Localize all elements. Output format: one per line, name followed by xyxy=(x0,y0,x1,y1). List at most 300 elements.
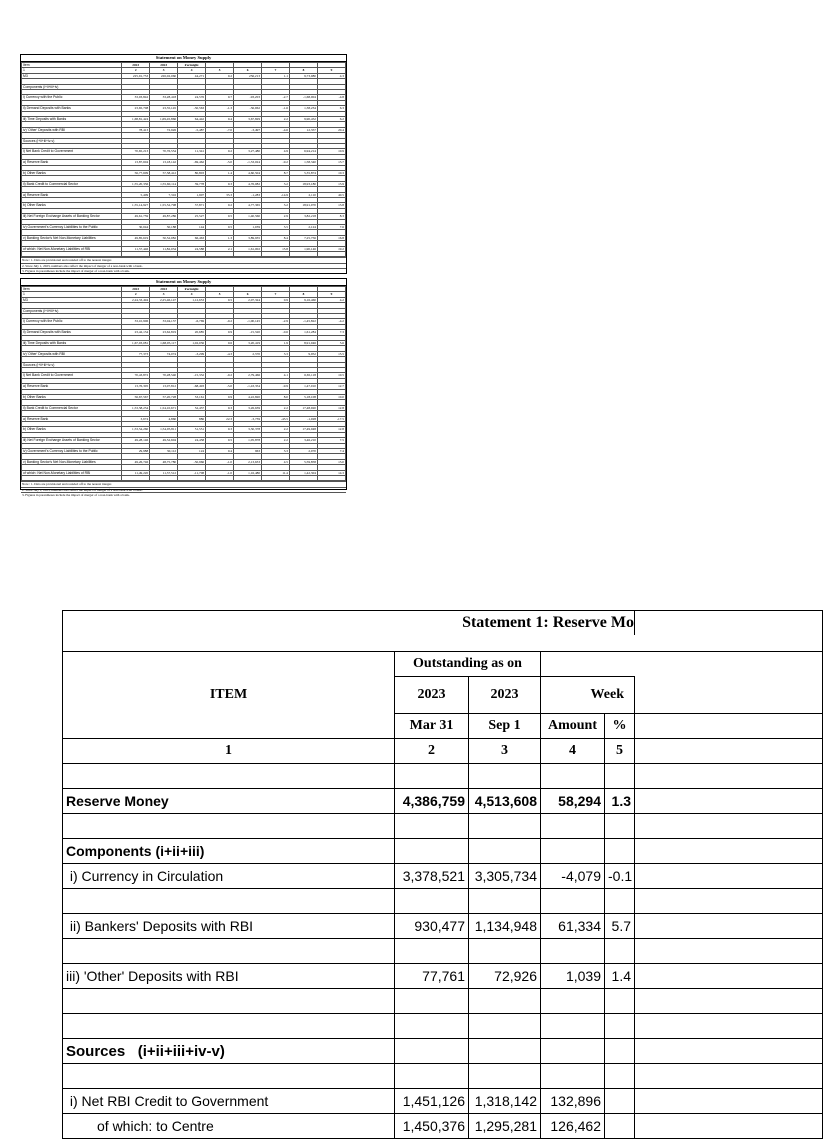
thumbnail-cell: 14.3 xyxy=(317,470,345,475)
thumbnail-row-label: 1 xyxy=(22,68,122,73)
thumbnail-row-label: Sources (i+ii+iii+iv-v) xyxy=(22,362,122,367)
thumbnail-cell: -6,769 xyxy=(178,319,206,324)
thumbnail-row-label: a) Reserve Bank xyxy=(22,416,122,421)
thumbnail-cell: 2.9 xyxy=(262,214,290,219)
thumbnail-cell: 3,89,935 xyxy=(234,235,262,240)
thumbnail-cell: 0.9 xyxy=(262,297,290,302)
thumbnail-cell: -15,332 xyxy=(178,373,206,378)
thumbnail-cell: 2,79,466 xyxy=(234,373,262,378)
thumbnail-cell: -1.3 xyxy=(206,106,234,111)
thumbnail-cell: -1,45,822 xyxy=(290,319,318,324)
thumbnail-cell: -68,493 xyxy=(178,384,206,389)
thumbnail-cell: 1,54,05,811 xyxy=(150,427,178,432)
thumbnail-cell: 0.5 xyxy=(206,224,234,229)
row-other-deposits: iii) 'Other' Deposits with RBI 77,761 72,926 1,039 1.4 xyxy=(63,964,823,989)
thumbnail-cell: 7.6 xyxy=(317,224,345,229)
thumbnail-cell: 3,30,378 xyxy=(234,427,262,432)
thumbnail-cell: 5,35,874 xyxy=(290,170,318,175)
thumbnail-cell: 50,52,082 xyxy=(150,235,178,240)
thumbnail-row-label: M3 xyxy=(22,297,122,302)
thumbnail-cell: 5 xyxy=(206,292,234,297)
header-amount: Amount xyxy=(541,714,605,739)
thumbnail-cell: 3,82,218 xyxy=(290,214,318,219)
thumbnail-row-label: of which: Net Non-Monetary Liabilities of RBI xyxy=(22,246,122,251)
thumbnail-row-label: iii) Time Deposits with Banks xyxy=(22,341,122,346)
thumbnail-cell: 35.3 xyxy=(206,192,234,197)
thumbnail-cell: 4,22,820 xyxy=(234,394,262,399)
thumbnail-row-label: ii) Bank Credit to Commercial Sector xyxy=(22,405,122,410)
thumbnail-grid xyxy=(21,286,346,481)
thumbnail-cell: -11,708 xyxy=(178,470,206,475)
thumbnail-cell: 49,61,759 xyxy=(122,214,150,219)
thumbnail-cell: 0.9 xyxy=(206,330,234,335)
thumbnail-cell: 2,110 xyxy=(290,192,318,197)
thumbnail-cell: 9 xyxy=(317,68,345,73)
thumbnail-cell: 963 xyxy=(234,448,262,453)
thumbnail-cell: 6,65,118 xyxy=(290,373,318,378)
thumbnail-cell: 1,55,14,927 xyxy=(122,203,150,208)
thumbnail-cell: -1.6 xyxy=(262,106,290,111)
thumbnail-cell: 30,188 xyxy=(150,224,178,229)
thumbnail-row-label: Components (i+ii+iii+iv) xyxy=(22,84,122,89)
col-num-5: 5 xyxy=(605,739,635,764)
thumbnail-cell: 2.2 xyxy=(262,438,290,443)
thumbnail-cell: -7.0 xyxy=(206,127,234,132)
thumbnail-cell: -30,563 xyxy=(178,106,206,111)
thumbnail-notes xyxy=(21,257,346,273)
thumbnail-cell: 17,48,920 xyxy=(290,405,318,410)
thumbnail-cell: 5,59,858 xyxy=(290,459,318,464)
thumbnail-cell: -1,43,354 xyxy=(234,384,262,389)
thumbnail-row-label: iv) 'Other' Deposits with RBI xyxy=(22,127,122,132)
thumbnail-cell: 144 xyxy=(178,224,206,229)
row-net-rbi-credit: i) Net RBI Credit to Government 1,451,126 1,318,142 132,896 xyxy=(63,1089,823,1114)
thumbnail-cell: 7.4 xyxy=(317,448,345,453)
thumbnail-cell: 4,77,365 xyxy=(234,203,262,208)
thumbnail-cell: 8.0 xyxy=(262,394,290,399)
thumbnail-cell: 2.2 xyxy=(262,427,290,432)
thumbnail-cell: 1,907 xyxy=(178,192,206,197)
thumbnail-cell: 2.2 xyxy=(262,117,290,122)
thumbnail-cell: 18,93,180 xyxy=(290,181,318,186)
thumbnail-row-label: M3 xyxy=(22,73,122,78)
thumbnail-cell: 7 xyxy=(262,68,290,73)
thumbnail-row-label: i) Currency with the Public xyxy=(22,319,122,324)
thumbnail-cell: 6,94,214 xyxy=(290,149,318,154)
thumbnail-cell: 24,576 xyxy=(178,95,206,100)
thumbnail-cell: 4 xyxy=(178,68,206,73)
thumbnail-cell: 15.8 xyxy=(262,246,290,251)
thumbnail-row-label: iv) Government's Currency Liabilities to the Public xyxy=(22,448,122,453)
thumbnail-cell: -5,487 xyxy=(178,127,206,132)
thumbnail-cell: 30,112 xyxy=(150,448,178,453)
thumbnail-cell: 2,070 xyxy=(290,448,318,453)
thumbnail-cell: -4.2 xyxy=(317,319,345,324)
thumbnail-cell: 225,91,733 xyxy=(122,73,150,78)
thumbnail-cell: 1,53,54,260 xyxy=(122,427,150,432)
thumbnail-cell: 8.4 xyxy=(262,235,290,240)
thumbnail-cell: 1,38,234 xyxy=(290,106,318,111)
thumbnail-cell: -1,00,145 xyxy=(234,319,262,324)
thumbnail-note: Note : 1. Data are provisional and rounded off to the nearest integer. xyxy=(21,257,346,262)
thumbnail-cell: 0.5 xyxy=(206,214,234,219)
thumbnail-row-label: iv) 'Other' Deposits with RBI xyxy=(22,351,122,356)
thumbnail-cell: 8.3 xyxy=(317,214,345,219)
thumbnail-row-label: i) Net Bank Credit to Government xyxy=(22,373,122,378)
thumbnail-cell: -4.8 xyxy=(317,95,345,100)
thumbnail-cell: 0.3 xyxy=(206,427,234,432)
thumbnail-cell: 48,75,780 xyxy=(150,459,178,464)
thumbnail-cell: 8 xyxy=(290,68,318,73)
thumbnail-cell: -1,283 xyxy=(234,192,262,197)
thumbnail-cell: 56,67,567 xyxy=(122,394,150,399)
thumbnail-cell: -2.7 xyxy=(262,95,290,100)
thumbnail-row-label: i) Currency with the Public xyxy=(22,95,122,100)
row-sources: Sources (i+ii+iii+iv-v) xyxy=(63,1039,823,1064)
thumbnail-cell: 2,13,633 xyxy=(234,459,262,464)
row-to-centre: of which: to Centre 1,450,376 1,295,281 126,462 xyxy=(63,1114,823,1139)
thumbnail-cell: 0.2 xyxy=(206,203,234,208)
thumbnail-cell: 3.2 xyxy=(262,181,290,186)
thumbnail-note: Note : 1. Data are provisional and rounded off to the nearest integer. xyxy=(21,481,346,486)
thumbnail-cell: 0.2 xyxy=(206,73,234,78)
header-date-b: Sep 1 xyxy=(469,714,541,739)
thumbnail-cell: 16.8 xyxy=(317,235,345,240)
thumbnail-cell: 0.9 xyxy=(206,394,234,399)
thumbnail-spacer xyxy=(22,251,346,256)
thumbnail-cell: 44,271 xyxy=(178,73,206,78)
thumbnail-cell: 7.3 xyxy=(317,330,345,335)
thumbnail-cell: 5.6 xyxy=(317,341,345,346)
thumbnail-cell: 256,213 xyxy=(234,73,262,78)
thumbnail-cell: 64,442 xyxy=(178,117,206,122)
thumbnail-cell: 19.2 xyxy=(317,246,345,251)
thumbnail-cell: 0.4 xyxy=(206,117,234,122)
thumbnail-cell: 7.5 xyxy=(317,438,345,443)
thumbnail-cell: 33,03,842 xyxy=(122,95,150,100)
thumbnail-cell: 6 xyxy=(234,292,262,297)
thumbnail-cell: 57,20,728 xyxy=(150,394,178,399)
thumbnail-cell: 13.0 xyxy=(317,459,345,464)
thumbnail-cell: 0.2 xyxy=(206,149,234,154)
thumbnail-cell: 12,357 xyxy=(290,127,318,132)
thumbnail-cell: 2.2 xyxy=(262,405,290,410)
thumbnail-cell: 4.3 xyxy=(317,73,345,78)
header-year-b: 2023 xyxy=(469,677,541,714)
thumbnail-cell: 29,988 xyxy=(122,448,150,453)
thumbnail-cell: 11,49,220 xyxy=(122,470,150,475)
thumbnail-cell: 2 xyxy=(122,292,150,297)
thumbnail-cell: -1,68,004 xyxy=(290,95,318,100)
thumbnail-cell: 1,53,58,234 xyxy=(122,405,150,410)
thumbnail-cell: 10.0 xyxy=(317,394,345,399)
thumbnail-cell: -9.9 xyxy=(262,384,290,389)
thumbnail-cell: -0.6 xyxy=(262,330,290,335)
thumbnail-cell: 5,18,108 xyxy=(290,394,318,399)
thumbnail-cell: 33,28,418 xyxy=(150,95,178,100)
statement-table xyxy=(62,610,823,1139)
thumbnail-notes xyxy=(21,481,346,497)
thumbnail-cell: 74,074 xyxy=(150,351,178,356)
thumbnail-cell: 3,26,639 xyxy=(234,405,262,410)
thumbnail-cell: -5.0 xyxy=(206,160,234,165)
thumbnail-cell: 4,860 xyxy=(150,416,178,421)
thumbnail-row-label: iv) Government's Currency Liabilities to the Public xyxy=(22,224,122,229)
thumbnail-row-label: a) Reserve Bank xyxy=(22,384,122,389)
thumbnail-cell: -43.5 xyxy=(262,416,290,421)
thumbnail-cell: 49,87,286 xyxy=(150,214,178,219)
thumbnail-cell: 1,039 xyxy=(234,224,262,229)
thumbnail-cell: -5.0 xyxy=(206,384,234,389)
thumbnail-cell: 226,02,060 xyxy=(150,73,178,78)
thumbnail-cell: 13,76,305 xyxy=(122,384,150,389)
header-pct: % xyxy=(605,714,635,739)
thumbnail-cell: 4.1 xyxy=(262,373,290,378)
thumbnail-cell: 1,69,45,866 xyxy=(150,117,178,122)
thumbnail-cell: 1,90,146 xyxy=(290,246,318,251)
header-date-a: Mar 31 xyxy=(395,714,469,739)
thumbnail-cell: -69,462 xyxy=(178,160,206,165)
thumbnail-cell: 1.9 xyxy=(262,341,290,346)
thumbnail-cell: 25,527 xyxy=(178,214,206,219)
row-components: Components (i+ii+iii) xyxy=(63,839,823,864)
thumbnail-cell: -1.0 xyxy=(206,459,234,464)
thumbnail-cell: 0.4 xyxy=(206,448,234,453)
thumbnail-cell: 9,16,460 xyxy=(290,297,318,302)
thumbnail-row-label: Item xyxy=(22,63,122,68)
thumbnail-cell: 1.3 xyxy=(206,235,234,240)
thumbnail-cell: 2023 xyxy=(150,287,178,292)
thumbnail-cell: 10.3 xyxy=(317,170,345,175)
thumbnail-cell: 77,373 xyxy=(122,351,150,356)
thumbnail-cell: 9 xyxy=(317,292,345,297)
thumbnail-row-label: iii) Net Foreign Exchange Assets of Banking Sector xyxy=(22,438,122,443)
thumbnail-cell: 33,04,137 xyxy=(150,319,178,324)
thumbnail-cell: 1,42,304 xyxy=(290,470,318,475)
thumbnail-cell: 2 xyxy=(122,68,150,73)
thumbnail-cell: 33,10,906 xyxy=(122,319,150,324)
reserve-money-statement xyxy=(62,610,768,1134)
thumbnail-cell: -3,739 xyxy=(234,416,262,421)
thumbnail-cell: 4.9 xyxy=(262,149,290,154)
thumbnail-cell: 2023 xyxy=(122,63,150,68)
thumbnail-cell: 2,07,324 xyxy=(234,297,262,302)
thumbnail-cell: 39,778 xyxy=(178,181,206,186)
thumbnail-cell: 0.6 xyxy=(206,341,234,346)
thumbnail-cell: 70,43,872 xyxy=(122,373,150,378)
thumbnail-cell: 3 xyxy=(150,292,178,297)
thumbnail-row-label: 1 xyxy=(22,292,122,297)
thumbnail-cell: 17,49,948 xyxy=(290,427,318,432)
thumbnail-cell: 13.7 xyxy=(317,160,345,165)
thumbnail-cell: 40.5 xyxy=(317,192,345,197)
thumbnail-cell: 11,37,512 xyxy=(150,470,178,475)
thumbnail-cell: 24,588 xyxy=(178,246,206,251)
thumbnail-cell: -3,299 xyxy=(178,351,206,356)
thumbnail-cell: Fortnight xyxy=(178,63,206,68)
thumbnail-table-1 xyxy=(20,54,347,274)
row-reserve-money: Reserve Money 4,386,759 4,513,608 58,294 1.3 xyxy=(63,789,823,814)
thumbnail-cell: 3,974 xyxy=(122,416,150,421)
thumbnail-cell: 11,82,034 xyxy=(150,246,178,251)
thumbnail-cell: 1,67,03,081 xyxy=(122,341,150,346)
thumbnail-cell: 3,20,419 xyxy=(234,341,262,346)
col-num-4: 4 xyxy=(541,739,605,764)
thumbnail-cell: 6 xyxy=(234,68,262,73)
thumbnail-cell: 12.8 xyxy=(317,405,345,410)
thumbnail-cell: 8,91,046 xyxy=(290,341,318,346)
thumbnail-cell: 56,77,609 xyxy=(122,170,150,175)
thumbnail-cell: 1.1 xyxy=(262,73,290,78)
thumbnail-cell: 53,161 xyxy=(178,394,206,399)
thumbnail-cell: 7,25,756 xyxy=(290,235,318,240)
thumbnail-cell: 2,24,33,494 xyxy=(122,297,150,302)
thumbnail-cell: 1,55,20,336 xyxy=(122,181,150,186)
thumbnail-cell: 6.3 xyxy=(317,106,345,111)
thumbnail-cell: -3,497 xyxy=(234,127,262,132)
thumbnail-cell: 13,07,812 xyxy=(150,384,178,389)
thumbnail-cell: 9,952 xyxy=(290,351,318,356)
thumbnail-cell: 3.2 xyxy=(262,203,290,208)
thumbnail-cell: -1.0 xyxy=(206,470,234,475)
thumbnail-cell: 24,458 xyxy=(178,438,206,443)
thumbnail-cell: 20.4 xyxy=(317,127,345,132)
thumbnail-row-label: a) Reserve Bank xyxy=(22,160,122,165)
thumbnail-cell: 8.7 xyxy=(262,170,290,175)
thumbnail-row-label: v) Banking Sector's Net Non-Monetary Liabilities xyxy=(22,235,122,240)
thumbnail-cell: 9,73,980 xyxy=(290,73,318,78)
thumbnail-cell: 3 xyxy=(150,68,178,73)
thumbnail-cell: 8 xyxy=(290,292,318,297)
thumbnail-cell: 66,463 xyxy=(178,235,206,240)
thumbnail-cell: 4,60,504 xyxy=(234,170,262,175)
thumbnail-cell: 2,370 xyxy=(234,351,262,356)
thumbnail-cell: 1,58,340 xyxy=(290,160,318,165)
thumbnail-cell: -50,966 xyxy=(178,459,206,464)
thumbnail-cell: 3.3 xyxy=(262,351,290,356)
thumbnail-cell: 0.3 xyxy=(206,405,234,410)
thumbnail-cell: -0.2 xyxy=(206,319,234,324)
thumbnail-cell: 6.2 xyxy=(317,117,345,122)
thumbnail-title: Statement on Money Supply xyxy=(21,279,346,286)
thumbnail-cell: 7 xyxy=(262,292,290,297)
thumbnail-row-label: of which: Net Non-Monetary Liabilities of RBI xyxy=(22,470,122,475)
thumbnail-cell: 22.3 xyxy=(206,416,234,421)
thumbnail-cell: -4.3 xyxy=(206,351,234,356)
col-num-2: 2 xyxy=(395,739,469,764)
thumbnail-cell: 37,871 xyxy=(178,203,206,208)
thumbnail-cell: 15.5 xyxy=(317,351,345,356)
thumbnail-cell: -14.9 xyxy=(262,192,290,197)
thumbnail-cell: 2.1 xyxy=(206,246,234,251)
thumbnail-cell: 9,90,452 xyxy=(290,117,318,122)
thumbnail-cell: 1,61,002 xyxy=(234,246,262,251)
thumbnail-cell: 2,25,46,147 xyxy=(150,297,178,302)
thumbnail-row-label: ii) Demand Deposits with Banks xyxy=(22,106,122,111)
thumbnail-row-label: a) Reserve Bank xyxy=(22,192,122,197)
thumbnail-cell: 70,76,554 xyxy=(150,149,178,154)
thumbnail-row-label: iii) Net Foreign Exchange Assets of Banking Sector xyxy=(22,214,122,219)
thumbnail-cell: -4.6 xyxy=(262,127,290,132)
thumbnail-cell: 57,58,412 xyxy=(150,170,178,175)
thumbnail-row-label: i) Net Bank Credit to Government xyxy=(22,149,122,154)
thumbnail-cell: -2.9 xyxy=(262,319,290,324)
thumbnail-cell: 72,926 xyxy=(150,127,178,132)
thumbnail-cell: 1,02,036 xyxy=(178,341,206,346)
thumbnail-cell: 1.4 xyxy=(206,170,234,175)
thumbnail-cell: 49,85,619 xyxy=(122,235,150,240)
thumbnail-row-label: v) Banking Sector's Net Non-Monetary Liabilities xyxy=(22,459,122,464)
thumbnail-cell: 49,52,604 xyxy=(150,438,178,443)
thumbnail-cell: 80,803 xyxy=(178,170,206,175)
thumbnail-cell: 4.2 xyxy=(317,297,345,302)
thumbnail-cell: 5,409 xyxy=(122,192,150,197)
thumbnail-row-label: b) Other Banks xyxy=(22,203,122,208)
thumbnail-cell: 5 xyxy=(206,68,234,73)
thumbnail-cell: 3,27,480 xyxy=(234,149,262,154)
thumbnail-cell: 1,40,560 xyxy=(234,214,262,219)
col-num-3: 3 xyxy=(469,739,541,764)
thumbnail-cell: -1,33,024 xyxy=(234,160,262,165)
thumbnail-cell: 49,26,746 xyxy=(122,459,150,464)
thumbnail-cell: 0.3 xyxy=(206,181,234,186)
thumbnail-cell: 11,57,446 xyxy=(122,246,150,251)
thumbnail-spacer xyxy=(22,475,346,480)
thumbnail-cell: 1,47,010 xyxy=(290,384,318,389)
thumbnail-cell: 1,55,52,798 xyxy=(150,203,178,208)
thumbnail-cell: 1,68,05,117 xyxy=(150,341,178,346)
thumbnail-cell: 70,28,540 xyxy=(150,373,178,378)
thumbnail-cell: 1,55,60,114 xyxy=(150,181,178,186)
thumbnail-cell: 1,16,480 xyxy=(234,470,262,475)
thumbnail-cell: 3,46,210 xyxy=(290,438,318,443)
thumbnail-cell: 13,87,604 xyxy=(122,160,150,165)
thumbnail-cell: 0.5 xyxy=(206,297,234,302)
col-num-1: 1 xyxy=(63,739,395,764)
thumbnail-grid xyxy=(21,62,346,257)
thumbnail-note: 3. Figures in parentheses include the impact of merger of a non-bank with a bank. xyxy=(21,268,346,273)
thumbnail-title: Statement on Money Supply xyxy=(21,55,346,62)
thumbnail-row-label: b) Other Banks xyxy=(22,427,122,432)
thumbnail-row-label: ii) Demand Deposits with Banks xyxy=(22,330,122,335)
thumbnail-row-label: ii) Bank Credit to Commercial Sector xyxy=(22,181,122,186)
thumbnail-cell: 11.4 xyxy=(262,470,290,475)
thumbnail-cell: -1,028 xyxy=(290,416,318,421)
thumbnail-cell: -93,203 xyxy=(234,95,262,100)
thumbnail-cell: 1,12,653 xyxy=(178,297,206,302)
thumbnail-cell: 23,42,134 xyxy=(122,330,150,335)
thumbnail-cell: 12.8 xyxy=(317,427,345,432)
thumbnail-cell: 2023 xyxy=(150,63,178,68)
thumbnail-row-label: Sources (i+ii+iii+iv-v) xyxy=(22,138,122,143)
thumbnail-cell: 23,65,708 xyxy=(122,106,150,111)
thumbnail-cell: 70,65,213 xyxy=(122,149,150,154)
header-item: ITEM xyxy=(63,652,395,739)
thumbnail-cell: 10.9 xyxy=(317,149,345,154)
thumbnail-cell: 13.9 xyxy=(317,181,345,186)
thumbnail-cell: -9.2 xyxy=(262,160,290,165)
thumbnail-cell: -0.2 xyxy=(206,373,234,378)
thumbnail-cell: 3.3 xyxy=(262,448,290,453)
thumbnail-note: 3. Figures in parentheses include the impact of merger of a non-bank with a bank. xyxy=(21,492,346,497)
thumbnail-cell: 78,413 xyxy=(122,127,150,132)
statement-title: Statement 1: Reserve Mo xyxy=(63,611,635,636)
thumbnail-cell: 4 xyxy=(178,292,206,297)
thumbnail-cell: 18,91,070 xyxy=(290,203,318,208)
thumbnail-cell: 23,62,819 xyxy=(150,330,178,335)
thumbnail-row-label: b) Other Banks xyxy=(22,170,122,175)
thumbnail-cell: 124 xyxy=(178,448,206,453)
